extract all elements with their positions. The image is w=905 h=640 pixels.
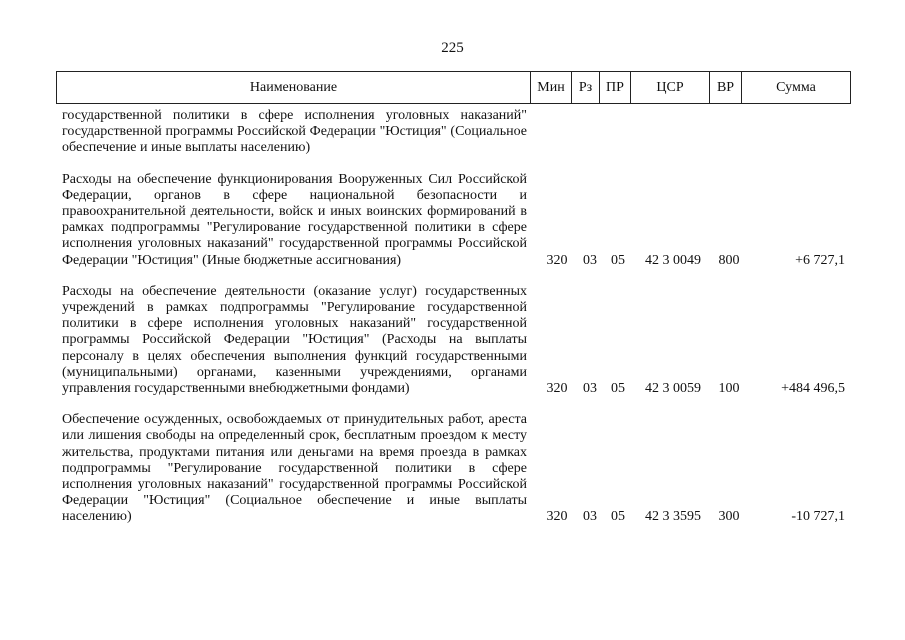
- row-pr: 05: [611, 509, 625, 525]
- row-rz: 03: [583, 509, 597, 525]
- row-csr: 42 3 0049: [645, 252, 701, 268]
- table-row: [56, 412, 850, 525]
- row-rz: 03: [583, 381, 597, 397]
- row-vr: 800: [718, 252, 740, 268]
- row-sum: +484 496,5: [781, 381, 845, 397]
- header-vr: ВР: [710, 72, 742, 104]
- row-min: 320: [546, 252, 568, 268]
- header-pr: ПР: [600, 72, 631, 104]
- row-rz: 03: [583, 252, 597, 268]
- table-row: [56, 284, 850, 397]
- header-csr: ЦСР: [631, 72, 710, 104]
- row-min: 320: [546, 509, 568, 525]
- row-name: государственной политики в сфере исполнения уголовных наказаний" государственной программы Российской Федерации "Юстиция" (Социальное обеспечение и иные выплаты населению): [62, 108, 527, 156]
- page-number: 225: [441, 40, 464, 56]
- table-body: [56, 108, 850, 541]
- header-rz: Рз: [572, 72, 600, 104]
- row-name: Расходы на обеспечение функционирования Вооруженных Сил Российской Федерации, органов в сфере национальной безопасности и правоохранительной деятельности, войск и иных воинских формирований в рамках подпрограммы "Регулирование государственной политики в сфере исполнения уголовных наказаний" государственной программы Российской Федерации "Юстиция" (Иные бюджетные ассигнования): [62, 171, 527, 268]
- row-csr: 42 3 0059: [645, 381, 701, 397]
- table-row: [56, 172, 850, 269]
- row-min: 320: [546, 381, 568, 397]
- row-sum: -10 727,1: [791, 509, 845, 525]
- row-name: Расходы на обеспечение деятельности (оказание услуг) государственных учреждений в рамках подпрограммы "Регулирование государственной политики в сфере исполнения уголовных наказаний" государственной программы Российской Федерации "Юстиция" (Расходы на выплаты персоналу в целях обеспечения выполнения функций государственными (муниципальными) органами, казенными учреждениями, органами управления государственными внебюджетными фондами): [62, 283, 527, 397]
- header-min: Мин: [531, 72, 572, 104]
- row-vr: 100: [718, 381, 740, 397]
- row-csr: 42 3 3595: [645, 509, 701, 525]
- table-header: [56, 71, 851, 104]
- header-sum: Сумма: [742, 72, 851, 104]
- row-pr: 05: [611, 381, 625, 397]
- row-name: Обеспечение осужденных, освобождаемых от принудительных работ, ареста или лишения свободы на определенный срок, бесплатным проездом к месту жительства, продуктами питания или деньгами на время проезда в рамках подпрограммы "Регулирование государственной политики в сфере исполнения уголовных наказаний" государственной программы Российской Федерации "Юстиция" (Социальное обеспечение и иные выплаты населению): [62, 412, 527, 525]
- header-name: Наименование: [57, 72, 531, 104]
- row-pr: 05: [611, 252, 625, 268]
- row-sum: +6 727,1: [795, 252, 845, 268]
- table-row: [56, 108, 850, 157]
- row-vr: 300: [718, 509, 740, 525]
